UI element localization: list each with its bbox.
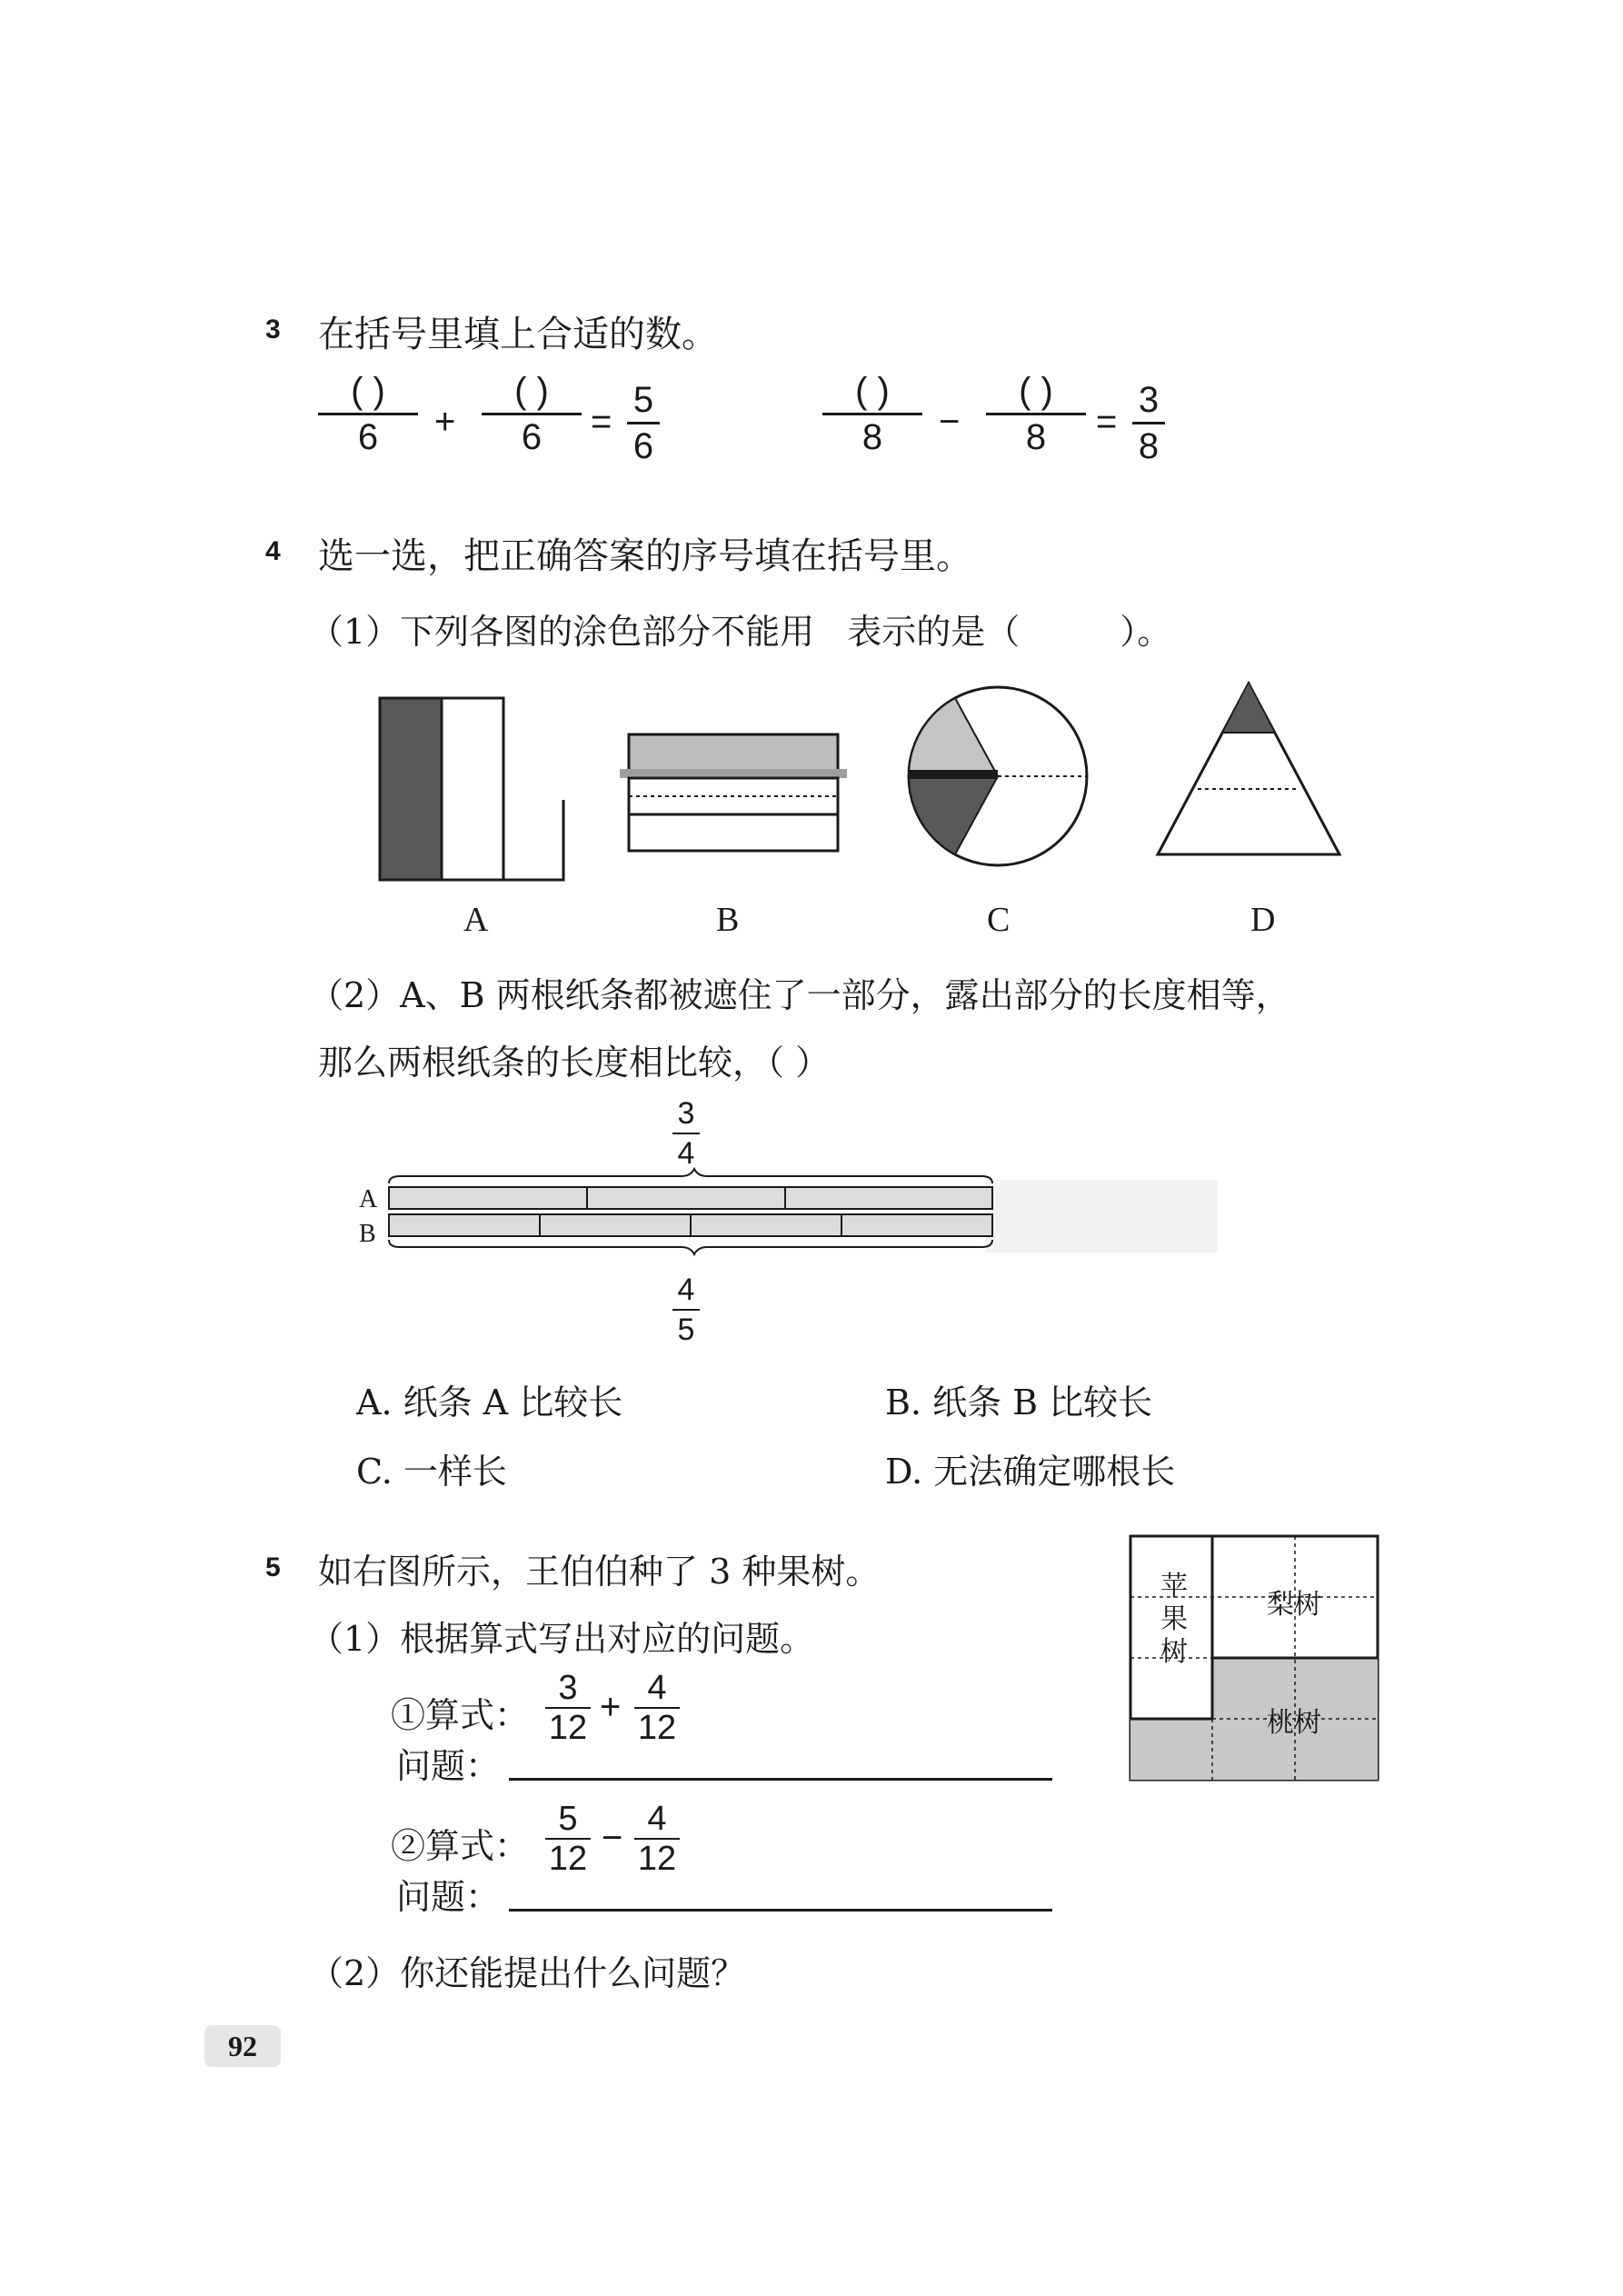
- question1-label: 问题：: [396, 1746, 501, 1786]
- q4-part2-line1: （2）A、B 两根纸条都被遮住了一部分，露出部分的长度相等，: [309, 975, 1290, 1015]
- figure-label-d: D: [1250, 901, 1276, 939]
- formula1-label: ①算式：: [391, 1695, 530, 1735]
- q4-part2-line2: 那么两根纸条的长度相比较，（ ）: [318, 1043, 831, 1083]
- blank[interactable]: ( ): [514, 371, 549, 411]
- q3-instruction: 在括号里填上合适的数。: [318, 314, 718, 355]
- plus-sign: +: [434, 402, 456, 442]
- figure-c[interactable]: [909, 687, 1087, 865]
- plus-sign: +: [600, 1687, 622, 1727]
- formula1-frac-a: 3 12: [545, 1671, 591, 1745]
- equals-sign: =: [591, 402, 612, 442]
- fraction-placeholder: [814, 622, 847, 649]
- cover: [986, 1180, 1218, 1253]
- q5-number: 5: [265, 1552, 281, 1582]
- q3-eq1-result: 5 6: [627, 382, 660, 464]
- strip-b[interactable]: [389, 1214, 992, 1236]
- strip-a[interactable]: [389, 1187, 992, 1209]
- blank[interactable]: ( ): [855, 371, 890, 411]
- page-number: 92: [204, 2025, 281, 2067]
- figure-a[interactable]: [380, 698, 563, 880]
- peach-tree-label: 桃树: [1267, 1707, 1321, 1739]
- denominator: 8: [1025, 417, 1047, 457]
- formula2-frac-b: 4 12: [634, 1802, 680, 1876]
- formula1-frac-b: 4 12: [634, 1671, 680, 1745]
- blank[interactable]: ( ): [351, 371, 385, 411]
- option-b[interactable]: B. 纸条 B 比较长: [885, 1383, 1153, 1423]
- apple-tree-label: 苹 果 树: [1160, 1571, 1188, 1668]
- strip-bottom-fraction: 4 5: [672, 1274, 700, 1345]
- q5-part1: （1）根据算式写出对应的问题。: [309, 1619, 815, 1659]
- equals-sign: =: [1096, 402, 1118, 442]
- denominator: 6: [357, 417, 379, 457]
- strip-label-b: B: [359, 1220, 376, 1248]
- answer-line-1[interactable]: [509, 1778, 1052, 1781]
- formula2-frac-a: 5 12: [545, 1802, 591, 1876]
- figure-d[interactable]: [1158, 684, 1339, 854]
- q3-eq2-result: 3 8: [1132, 382, 1165, 464]
- q5-instruction: 如右图所示，王伯伯种了 3 种果树。: [318, 1552, 881, 1592]
- formula2-label: ②算式：: [391, 1826, 530, 1866]
- figure-label-a: A: [463, 901, 489, 939]
- option-c[interactable]: C. 一样长: [356, 1452, 507, 1492]
- denominator: 8: [861, 417, 883, 457]
- q3-eq1-frac1[interactable]: [318, 373, 418, 455]
- option-d[interactable]: D. 无法确定哪根长: [885, 1452, 1176, 1492]
- strip-label-a: A: [359, 1185, 378, 1213]
- minus-sign: −: [939, 402, 961, 442]
- figure-label-b: B: [716, 901, 740, 939]
- q4-number: 4: [265, 536, 281, 566]
- paper-strips: [382, 1163, 1227, 1263]
- figure-b[interactable]: [620, 734, 847, 851]
- minus-sign: −: [602, 1818, 623, 1858]
- q3-eq1-frac2[interactable]: [482, 373, 582, 455]
- q5-part2: （2）你还能提出什么问题？: [309, 1953, 746, 1993]
- question2-label: 问题：: [396, 1877, 501, 1917]
- blank[interactable]: ( ): [1019, 371, 1053, 411]
- q3-eq2-frac2[interactable]: [986, 373, 1086, 455]
- q4-instruction: 选一选，把正确答案的序号填在括号里。: [318, 535, 972, 577]
- strip-top-fraction: 3 4: [672, 1098, 700, 1169]
- answer-line-2[interactable]: [509, 1909, 1052, 1912]
- q3-number: 3: [265, 314, 281, 344]
- pear-tree-label: 梨树: [1267, 1589, 1321, 1621]
- q3-eq2-frac1[interactable]: [822, 373, 922, 455]
- denominator: 6: [521, 417, 543, 457]
- figure-label-c: C: [987, 901, 1011, 939]
- q4-part1: （1）下列各图的涂色部分不能用 表示的是（ ）。: [309, 612, 1172, 652]
- option-a[interactable]: A. 纸条 A 比较长: [356, 1383, 623, 1423]
- q4-figures: [363, 673, 1381, 891]
